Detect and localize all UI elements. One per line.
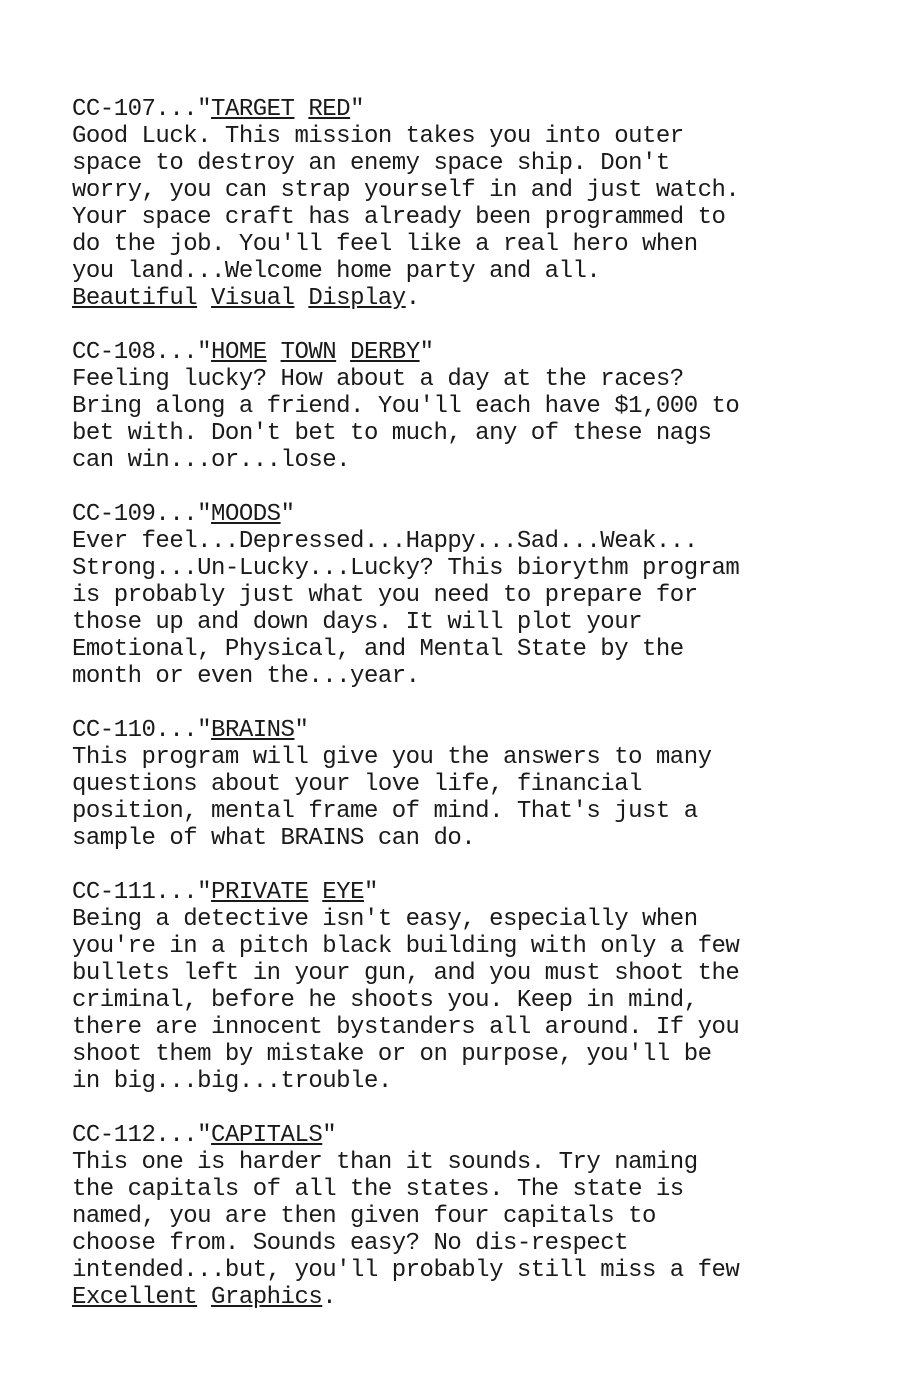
product-description: Good Luck. This mission takes you into outer space to destroy an enemy space ship. Don't worry, you can strap yourself in and just watch. Your space craft has already been programmed to do the job. You'll feel like a real hero when you land...Welcome home party and all.	[72, 123, 740, 285]
code-separator: ...	[155, 96, 198, 123]
product-code: CC-112	[72, 1122, 156, 1149]
product-description: This program will give you the answers to many questions about your love life, financial position, mental frame of mind. That's just a sample of what BRAINS can do.	[72, 744, 712, 852]
product-title-word: BRAINS	[211, 717, 295, 744]
product-description: This one is harder than it sounds. Try naming the capitals of all the states. The state is named, you are then given four capitals to choose from. Sounds easy? No dis-respect intended...but, you'll probably still miss a few	[72, 1149, 740, 1284]
product-title-word: PRIVATE	[211, 879, 309, 906]
product-code: CC-107	[72, 96, 156, 123]
product-title-word: RED	[308, 96, 351, 123]
code-separator: ...	[155, 501, 198, 528]
product-title-word: MOODS	[211, 501, 281, 528]
entry-heading: CC-112..."CAPITALS"	[72, 1122, 337, 1149]
catalog-entry-cc-111	[72, 879, 872, 1095]
feature-line: Excellent Graphics.	[72, 1284, 337, 1311]
product-code: CC-111	[72, 879, 156, 906]
catalog-entry-cc-107	[72, 96, 872, 312]
product-description: Feeling lucky? How about a day at the races? Bring along a friend. You'll each have $1,000 to bet with. Don't bet to much, any of these nags can win...or...lose.	[72, 366, 740, 474]
entry-heading: CC-108..."HOME TOWN DERBY"	[72, 339, 434, 366]
feature-word: Display	[308, 285, 406, 312]
product-title-word: HOME	[211, 339, 267, 366]
entry-heading: CC-107..."TARGET RED"	[72, 96, 364, 123]
code-separator: ...	[155, 339, 198, 366]
catalog-entry-cc-110	[72, 717, 872, 852]
code-separator: ...	[155, 717, 198, 744]
product-code: CC-109	[72, 501, 156, 528]
feature-line: Beautiful Visual Display.	[72, 285, 420, 312]
product-description: Being a detective isn't easy, especially when you're in a pitch black building with only a few bullets left in your gun, and you must shoot the criminal, before he shoots you. Keep in mind, there are innocent bystanders all around. If you shoot them by mistake or on purpose, you'll be in big...big...trouble.	[72, 906, 740, 1095]
product-title-word: DERBY	[350, 339, 420, 366]
feature-word: Beautiful	[72, 285, 198, 312]
feature-word: Excellent	[72, 1284, 198, 1311]
product-description: Ever feel...Depressed...Happy...Sad...Weak... Strong...Un-Lucky...Lucky? This biorythm program is probably just what you need to prepare for those up and down days. It will plot your Emotional, Physical, and Mental State by the month or even the...year.	[72, 528, 740, 690]
catalog-entry-cc-108	[72, 339, 872, 474]
code-separator: ...	[155, 1122, 198, 1149]
entry-heading: CC-109..."MOODS"	[72, 501, 295, 528]
product-title-word: TARGET	[211, 96, 295, 123]
entry-heading: CC-110..."BRAINS"	[72, 717, 309, 744]
product-title-word: EYE	[322, 879, 364, 906]
catalog-entry-cc-109	[72, 501, 872, 690]
catalog-page	[72, 96, 872, 1338]
product-code: CC-108	[72, 339, 156, 366]
feature-word: Graphics	[211, 1284, 323, 1311]
catalog-entry-cc-112	[72, 1122, 872, 1311]
product-title-word: CAPITALS	[211, 1122, 323, 1149]
code-separator: ...	[155, 879, 198, 906]
product-code: CC-110	[72, 717, 156, 744]
entry-heading: CC-111..."PRIVATE EYE"	[72, 879, 378, 906]
feature-word: Visual	[211, 285, 295, 312]
product-title-word: TOWN	[280, 339, 337, 366]
